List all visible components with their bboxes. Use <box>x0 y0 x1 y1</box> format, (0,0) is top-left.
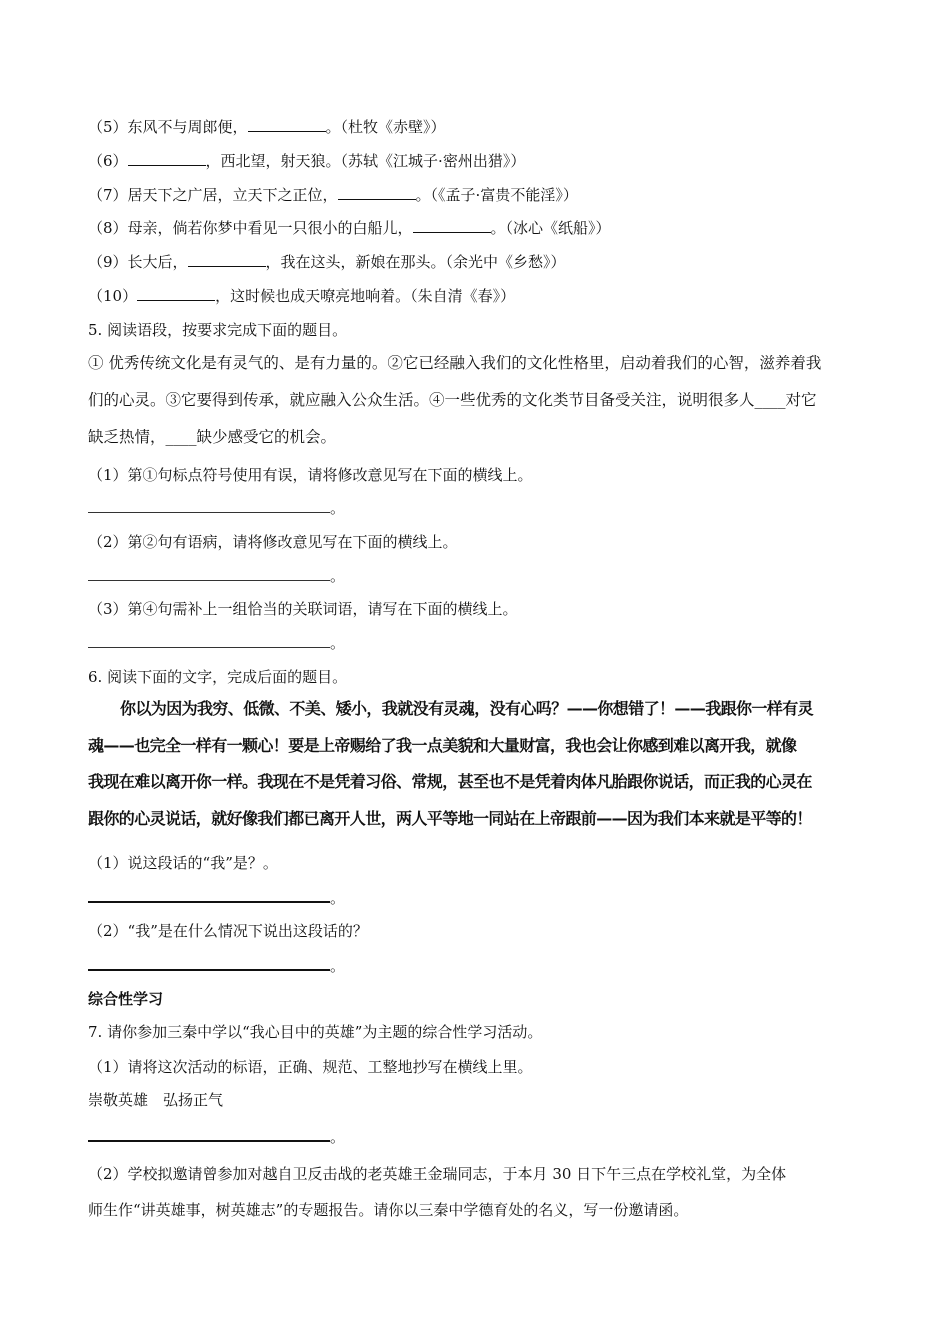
answer-blank[interactable] <box>188 252 266 267</box>
answer-blank[interactable] <box>137 286 215 301</box>
q5-title: 5. 阅读语段，按要求完成下面的题目。 <box>88 321 348 339</box>
answer-line[interactable]: 。 <box>88 955 345 975</box>
q5-sub-2: （2）第②句有语病，请将修改意见写在下面的横线上。 <box>88 533 458 551</box>
q7-slogan: 崇敬英雄 弘扬正气 <box>88 1091 224 1109</box>
answer-blank[interactable] <box>338 185 416 200</box>
answer-line[interactable]: 。 <box>88 566 345 586</box>
answer-blank[interactable] <box>413 218 491 233</box>
q5-sub-3: （3）第④句需补上一组恰当的关联词语，请写在下面的横线上。 <box>88 600 518 618</box>
answer-line[interactable]: 。 <box>88 498 345 518</box>
answer-line[interactable]: 。 <box>88 633 345 653</box>
q7-sub-2: （2）学校拟邀请曾参加对越自卫反击战的老英雄王金瑞同志，于本月 30 日下午三点在学校礼堂，为全体 师生作“讲英雄事，树英雄志”的专题报告。请你以三秦中学德育处的名义，写一份邀请函。 <box>88 1165 787 1219</box>
q7-title: 7. 请你参加三秦中学以“我心目中的英雄”为主题的综合性学习活动。 <box>88 1023 543 1041</box>
answer-blank[interactable] <box>128 151 206 166</box>
q6-sub-1: （1）说这段话的“我”是？。 <box>88 854 278 872</box>
q5-sub-1: （1）第①句标点符号使用有误，请将修改意见写在下面的横线上。 <box>88 466 533 484</box>
poem-item-8: （8）母亲，倘若你梦中看见一只很小的白船儿， 。（冰心《纸船》） <box>88 219 611 237</box>
answer-blank[interactable] <box>248 117 326 132</box>
q5-passage: ① 优秀传统文化是有灵气的、是有力量的。②它已经融入我们的文化性格里，启动着我们的心智，滋养着我 们的心灵。③它要得到传承，就应融入公众生活。④一些优秀的文化类节目备受关注，说明很多人____对它 缺乏热情，____缺少感受它的机会。 <box>88 354 822 446</box>
q7-sub-1: （1）请将这次活动的标语，正确、规范、工整地抄写在横线上里。 <box>88 1058 533 1076</box>
section-heading: 综合性学习 <box>88 990 164 1008</box>
answer-line[interactable]: 。 <box>88 887 345 907</box>
poem-item-7: （7）居天下之广居，立天下之正位， 。（《孟子·富贵不能淫》） <box>88 186 578 204</box>
q6-title: 6. 阅读下面的文字，完成后面的题目。 <box>88 668 348 686</box>
poem-item-5: （5）东风不与周郎便， 。（杜牧《赤壁》） <box>88 118 446 136</box>
answer-line[interactable]: 。 <box>88 1126 345 1146</box>
poem-item-9: （9）长大后， ，我在这头，新娘在那头。（余光中《乡愁》） <box>88 253 566 271</box>
poem-item-10: （10） ，这时候也成天嘹亮地响着。（朱自清《春》） <box>88 287 516 305</box>
q6-sub-2: （2）“我”是在什么情况下说出这段话的？ <box>88 922 368 940</box>
poem-item-6: （6） ，西北望，射天狼。（苏轼《江城子·密州出猎》） <box>88 152 526 170</box>
q6-passage: 你以为因为我穷、低微、不美、矮小，我就没有灵魂，没有心吗？——你想错了！——我跟你一样有灵 魂——也完全一样有一颗心！要是上帝赐给了我一点美貌和大量财富，我也会让你感到难以离开我，就像 我现在难以离开你一样。我现在不是凭着习俗、常规，甚至也不是凭着肉体凡胎跟你说话，而正我的心灵在 跟你的心灵说话，就好像我们都已离开人世，两人平等地一同站在上帝跟前——因为我们本来就是平等的！ <box>88 699 814 828</box>
